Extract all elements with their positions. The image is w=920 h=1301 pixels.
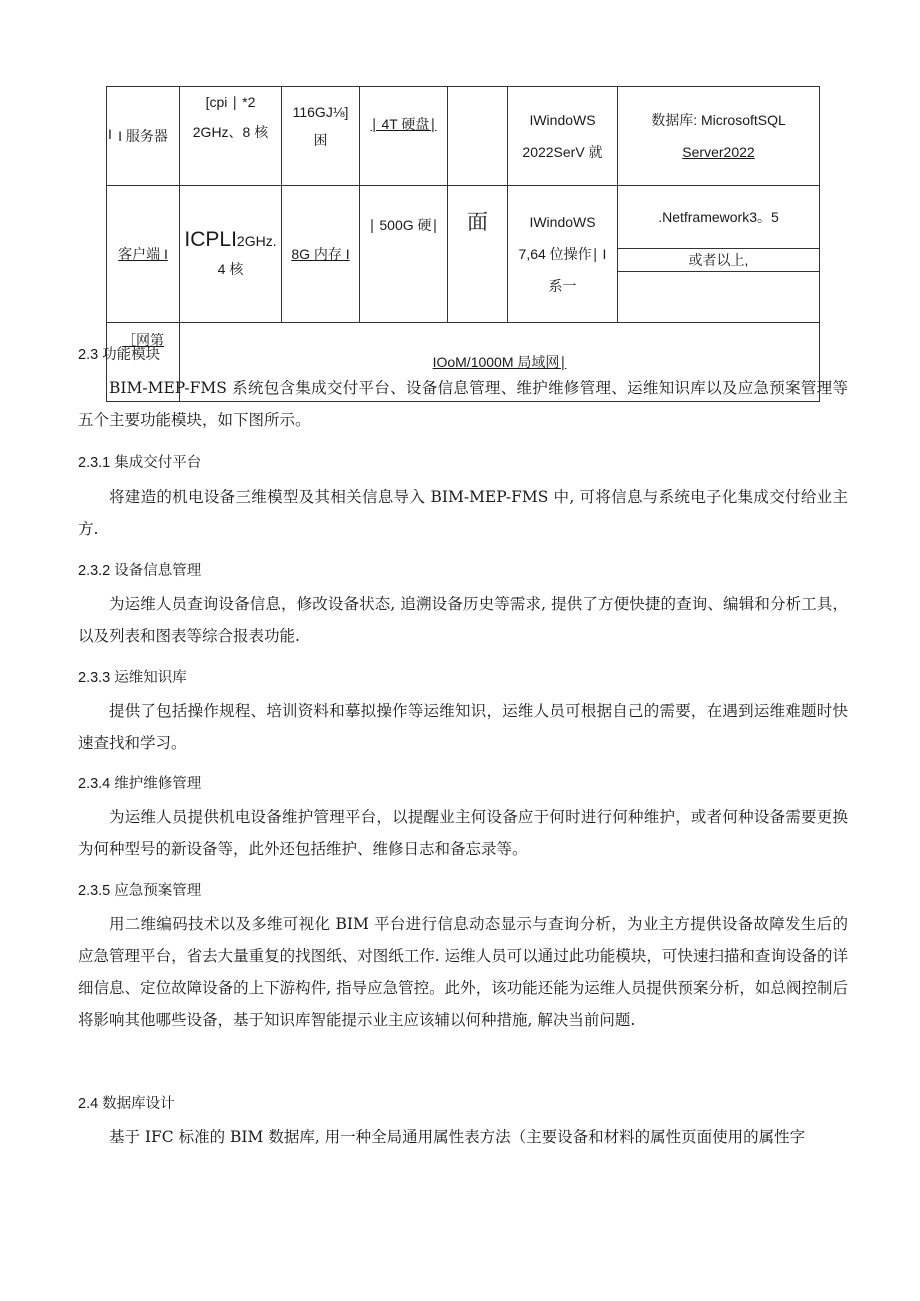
client-disk-cell xyxy=(360,186,448,323)
client-label-cell xyxy=(107,186,180,323)
client-cpu-big: ICPLI xyxy=(184,227,237,251)
section-2-3-5-title: 2.3.5 应急预案管理 xyxy=(78,883,202,899)
client-cpu-small: 2GHz. xyxy=(236,232,277,249)
client-os-line1: IWindoWS xyxy=(529,214,596,230)
client-os-cell xyxy=(508,186,618,323)
server-memory-line1: 116GJ⅛] xyxy=(292,104,349,120)
server-os-line2: 2022SerV 就 xyxy=(522,144,603,160)
section-2-3-4-title: 2.3.4 维护维修管理 xyxy=(78,776,202,792)
section-2-3-title: 2.3 功能模块 xyxy=(78,347,161,363)
client-software-top xyxy=(618,186,819,249)
network-label: ［网第 xyxy=(122,332,164,348)
client-os-line3: 系一 xyxy=(548,278,577,294)
client-software-line2: 或者以上, xyxy=(688,252,749,268)
section-2-4-title: 2.4 数据库设计 xyxy=(78,1096,175,1112)
server-label: I 服务器 xyxy=(118,128,168,144)
network-value: IOoM/1000M 局域网∣ xyxy=(432,354,567,370)
server-disk: ∣ 4T 硬盘∣ xyxy=(370,116,437,132)
client-label: 客户端 I xyxy=(118,246,168,262)
server-software-line2: Server2022 xyxy=(682,144,755,160)
section-2-3-2-body: 为运维人员查询设备信息，修改设备状态, 追溯设备历史等需求, 提供了方便快捷的查询、编辑和分析工具，以及列表和图表等综合报表功能. xyxy=(78,595,848,645)
client-cpu-line2: 4 核 xyxy=(217,260,244,277)
server-label-tail: I xyxy=(108,126,112,142)
server-cpu-line1: [cpi ∣ *2 xyxy=(205,94,256,110)
client-software-line1: .Netframework3。5 xyxy=(658,209,779,225)
section-2-4-body: 基于 IFC 标准的 BIM 数据库, 用一种全局通用属性表方法（主要设备和材料的属性页面使用的属性字 xyxy=(109,1128,806,1146)
client-software-middle xyxy=(618,249,819,272)
server-os-cell xyxy=(508,87,618,186)
section-2-3-4-body: 为运维人员提供机电设备维护管理平台，以提醒业主何设备应于何时进行何种维护，或者何种设备需要更换为何种型号的新设备等，此外还包括维护、维修日志和备忘录等。 xyxy=(78,808,848,858)
section-2-3-1-title: 2.3.1 集成交付平台 xyxy=(78,455,202,471)
hardware-spec-table xyxy=(106,86,820,402)
client-disk: ∣ 500G 硬∣ xyxy=(368,217,439,233)
client-memory: 8G 内存 I xyxy=(291,246,350,262)
server-memory-cell xyxy=(282,87,360,186)
table-row-server xyxy=(107,87,820,186)
section-2-3-1-body: 将建造的机电设备三维模型及其相关信息导入 BIM-MEP-FMS 中, 可将信息与系统电子化集成交付给业主方. xyxy=(78,488,848,538)
server-memory-line2: 困 xyxy=(313,132,328,148)
client-os-line2: 7,64 位操作∣ I xyxy=(518,246,607,262)
client-extra-cell xyxy=(448,186,508,323)
server-disk-cell xyxy=(360,87,448,186)
section-2-3-3-body: 提供了包括操作规程、培训资料和摹拟操作等运维知识，运维人员可根据自己的需要，在遇到运维难题时快速查找和学习。 xyxy=(78,702,848,752)
section-2-3-body: BIM-MEP-FMS 系统包含集成交付平台、设备信息管理、维护维修管理、运维知识库以及应急预案管理等五个主要功能模块，如下图所示。 xyxy=(78,379,848,429)
server-empty-cell xyxy=(448,87,508,186)
client-memory-cell xyxy=(282,186,360,323)
client-software-cell xyxy=(618,186,820,323)
server-os-line1: IWindoWS xyxy=(529,112,596,128)
client-software-bottom xyxy=(618,272,819,294)
server-software-cell xyxy=(618,87,820,186)
server-cpu-cell xyxy=(180,87,282,186)
section-2-3-5-body: 用二维编码技术以及多维可视化 BIM 平台进行信息动态显示与查询分析，为业主方提供设备故障发生后的应急管理平台，省去大量重复的找图纸、对图纸工作. 运维人员可以通过此功能模块，可快速扫描和查询设备的详细信息、定位故障设备的上下游构件, 指导应急管控。此外，该功能还能为运维人员提供预案分析，如总阀控制后将影响其他哪些设备，基于知识库智能提示业主应该辅以何种措施, 解决当前问题. xyxy=(78,915,848,1029)
server-label-cell xyxy=(107,87,180,186)
server-cpu-line2: 2GHz、8 核 xyxy=(192,124,269,140)
section-2-3-2-title: 2.3.2 设备信息管理 xyxy=(78,563,202,579)
client-cpu-cell xyxy=(180,186,282,323)
client-extra: 面 xyxy=(467,211,488,234)
table-row-client xyxy=(107,186,820,323)
server-software-line1: 数据库: MicrosoftSQL xyxy=(651,112,786,128)
section-2-3-3-title: 2.3.3 运维知识库 xyxy=(78,670,187,686)
